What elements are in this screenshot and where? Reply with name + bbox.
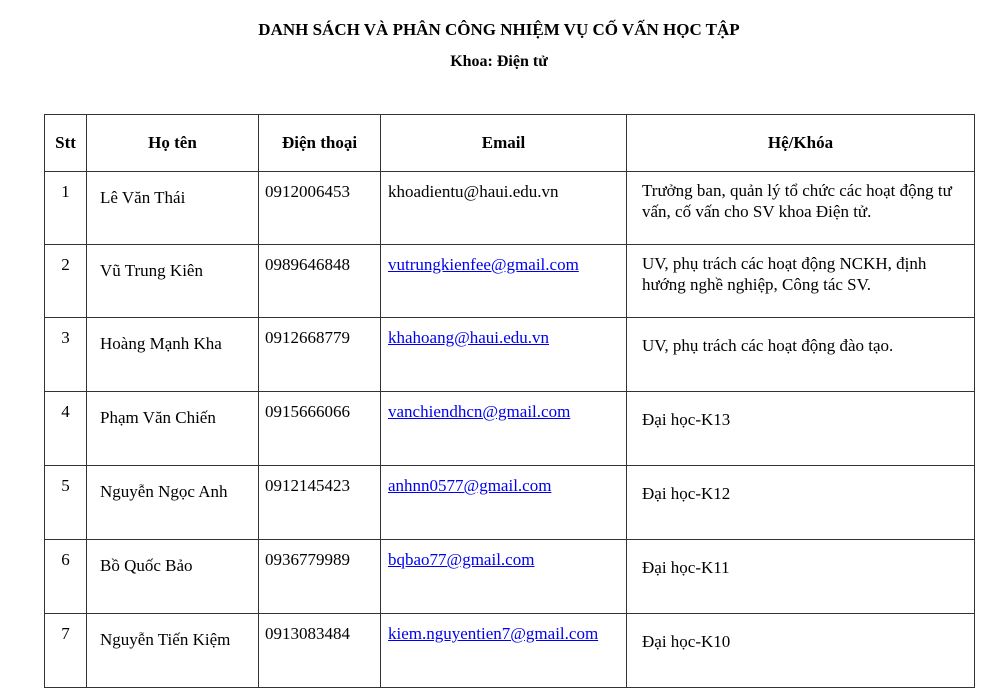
cell-role: Đại học-K11 bbox=[627, 540, 975, 614]
document-title: DANH SÁCH VÀ PHÂN CÔNG NHIỆM VỤ CỐ VẤN HỌC TẬP bbox=[258, 20, 740, 39]
cell-name: Lê Văn Thái bbox=[87, 172, 259, 245]
email-link[interactable]: khahoang@haui.edu.vn bbox=[388, 328, 550, 347]
cell-email bbox=[381, 318, 627, 392]
cell-role: Đại học-K13 bbox=[627, 392, 975, 466]
cell-role: Đại học-K12 bbox=[627, 466, 975, 540]
cell-role: Trưởng ban, quản lý tổ chức các hoạt động tư vấn, cố vấn cho SV khoa Điện tử. bbox=[627, 172, 975, 245]
cell-phone: 0913083484 bbox=[259, 614, 381, 688]
email-link[interactable]: kiem.nguyentien7@gmail.com bbox=[388, 624, 599, 643]
cell-email bbox=[381, 172, 627, 245]
cell-stt: 6 bbox=[45, 540, 87, 614]
table-row bbox=[45, 318, 975, 392]
cell-name: Hoàng Mạnh Kha bbox=[87, 318, 259, 392]
table-row bbox=[45, 245, 975, 318]
cell-role: UV, phụ trách các hoạt động đào tạo. bbox=[627, 318, 975, 392]
table-row bbox=[45, 392, 975, 466]
header-stt: Stt bbox=[45, 115, 87, 172]
cell-email bbox=[381, 466, 627, 540]
cell-name: Phạm Văn Chiến bbox=[87, 392, 259, 466]
cell-stt: 2 bbox=[45, 245, 87, 318]
cell-stt: 1 bbox=[45, 172, 87, 245]
email-link[interactable]: vutrungkienfee@gmail.com bbox=[388, 255, 579, 274]
header-role: Hệ/Khóa bbox=[627, 115, 975, 172]
cell-stt: 4 bbox=[45, 392, 87, 466]
cell-name: Vũ Trung Kiên bbox=[87, 245, 259, 318]
table-row bbox=[45, 466, 975, 540]
cell-email bbox=[381, 392, 627, 466]
table-row bbox=[45, 540, 975, 614]
cell-phone: 0912668779 bbox=[259, 318, 381, 392]
header-phone: Điện thoại bbox=[259, 115, 381, 172]
document-subtitle: Khoa: Điện tử bbox=[450, 53, 548, 70]
cell-name: Nguyễn Ngọc Anh bbox=[87, 466, 259, 540]
cell-stt: 5 bbox=[45, 466, 87, 540]
cell-phone: 0915666066 bbox=[259, 392, 381, 466]
cell-email bbox=[381, 614, 627, 688]
cell-role: Đại học-K10 bbox=[627, 614, 975, 688]
header-name: Họ tên bbox=[87, 115, 259, 172]
cell-name: Bồ Quốc Bảo bbox=[87, 540, 259, 614]
table-header-row bbox=[45, 115, 975, 172]
table-row bbox=[45, 172, 975, 245]
cell-phone: 0912145423 bbox=[259, 466, 381, 540]
email-link[interactable]: vanchiendhcn@gmail.com bbox=[388, 402, 571, 421]
cell-role: UV, phụ trách các hoạt động NCKH, định hướng nghề nghiệp, Công tác SV. bbox=[627, 245, 975, 318]
cell-phone: 0912006453 bbox=[259, 172, 381, 245]
cell-stt: 7 bbox=[45, 614, 87, 688]
cell-phone: 0989646848 bbox=[259, 245, 381, 318]
header-email: Email bbox=[381, 115, 627, 172]
table-row bbox=[45, 614, 975, 688]
advisor-table bbox=[44, 114, 975, 688]
email-link[interactable]: bqbao77@gmail.com bbox=[388, 550, 535, 569]
email-text: khoadientu@haui.edu.vn bbox=[388, 182, 559, 201]
cell-stt: 3 bbox=[45, 318, 87, 392]
email-link[interactable]: anhnn0577@gmail.com bbox=[388, 476, 552, 495]
cell-phone: 0936779989 bbox=[259, 540, 381, 614]
cell-name: Nguyễn Tiến Kiệm bbox=[87, 614, 259, 688]
cell-email bbox=[381, 245, 627, 318]
cell-email bbox=[381, 540, 627, 614]
